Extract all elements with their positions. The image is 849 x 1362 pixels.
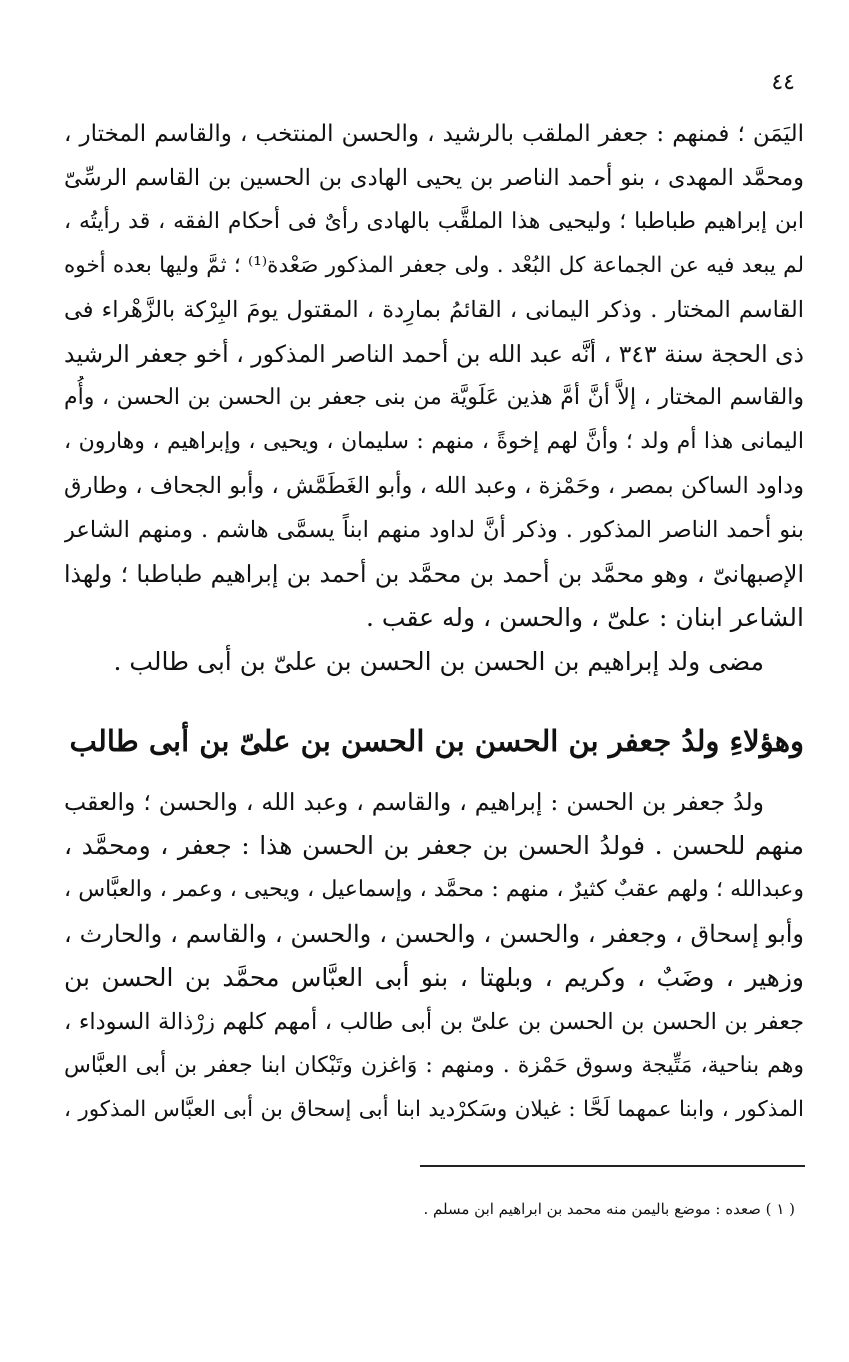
text-line: وهم بناحية، مَتِّيجة وسوق حَمْزة . ومنهم : وَاغزن وتَبْكان ابنا جعفر بن أبى العبَّاس — [64, 1053, 804, 1078]
section-heading: وهؤلاءِ ولدُ جعفر بن الحسن بن الحسن بن علىّ بن أبى طالب — [69, 724, 804, 758]
text-line: ومحمَّد المهدى ، بنو أحمد الناصر بن يحيى الهادى بن الحسين بن القاسم الرسِّىّ — [64, 165, 804, 191]
page-number: ٤٤ — [771, 70, 795, 95]
text-line: وداود الساكن بمصر ، وحَمْزة ، وعبد الله ، وأبو الغَطَمَّش ، وأبو الجحاف ، وطارق — [64, 473, 804, 499]
text-line: ولدُ جعفر بن الحسن : إبراهيم ، والقاسم ، وعبد الله ، والحسن ؛ والعقب — [64, 788, 764, 816]
text-line: ابن إبراهيم طباطبا ؛ وليحيى هذا الملقَّب بالهادى رأىٌ فى أحكام الفقه ، قد رأيتُه ، — [64, 209, 804, 234]
text-line: مضى ولد إبراهيم بن الحسن بن الحسن بن علىّ بن أبى طالب . — [113, 647, 764, 676]
text-line: اليَمَن ؛ فمنهم : جعفر الملقب بالرشيد ، والحسن المنتخب ، والقاسم المختار ، — [64, 121, 804, 147]
text-line: وأبو إسحاق ، وجعفر ، والحسن ، والحسن ، والحسن ، والقاسم ، والحارث ، — [64, 920, 804, 948]
text-line: وعبدالله ؛ ولهم عقبٌ كثيرٌ ، منهم : محمَّد ، وإسماعيل ، ويحيى ، وعمر ، والعبَّاس ، — [64, 877, 804, 902]
text-line: الإصبهانىّ ، وهو محمَّد بن أحمد بن محمَّد بن أحمد بن إبراهيم طباطبا ؛ ولهذا — [64, 560, 804, 588]
text-line: جعفر بن الحسن بن الحسن بن علىّ بن أبى طالب ، أمهم كلهم زرْذالة السوداء ، — [64, 1009, 804, 1035]
paragraph-1 — [64, 112, 804, 712]
footnote: ( ١ ) صعده : موضع باليمن منه محمد بن ابراهيم ابن مسلم . — [423, 1200, 795, 1218]
text-line: ذى الحجة سنة ٣٤٣ ، أنَّه عبد الله بن أحمد الناصر المذكور ، أخو جعفر الرشيد — [64, 340, 804, 368]
text-line: والقاسم المختار ، إلاَّ أنَّ أمَّ هذين عَلَويَّة من بنى جعفر بن الحسن بن الحسن ، وأُم — [64, 385, 804, 410]
text-line: القاسم المختار . وذكر اليمانى ، القائمُ بمارِدة ، المقتول يومَ البِرْكة بالزَّهْراء فى — [64, 297, 804, 323]
text-line: الشاعر ابنان : علىّ ، والحسن ، وله عقب . — [366, 603, 804, 632]
text-line: المذكور ، وابنا عمهما لَحَّا : غيلان وسَكرْديد ابنا أبى إسحاق بن أبى العبَّاس المذكور ، — [64, 1097, 804, 1122]
text-line: لم يبعد فيه عن الجماعة كل البُعْد . ولى جعفر المذكور صَعْدة⁽¹⁾ ؛ ثمَّ وليها بعده أخوه — [64, 253, 804, 278]
paragraph-2 — [64, 780, 804, 1160]
footnote-divider — [420, 1165, 805, 1167]
text-line: بنو أحمد الناصر المذكور . وذكر أنَّ لداود منهم ابناً يسمَّى هاشم . ومنهم الشاعر — [64, 517, 804, 543]
text-line: وزهير ، وضَبٌ ، وكريم ، وبلهتا ، بنو أبى العبَّاس محمَّد بن الحسن بن — [64, 963, 804, 992]
text-line: اليمانى هذا أم ولد ؛ وأنَّ لهم إخوةً ، منهم : سليمان ، ويحيى ، وإبراهيم ، وهارون ، — [64, 429, 804, 454]
text-line: منهم للحسن . فولدُ الحسن بن جعفر بن الحسن هذا : جعفر ، ومحمَّد ، — [64, 831, 804, 860]
